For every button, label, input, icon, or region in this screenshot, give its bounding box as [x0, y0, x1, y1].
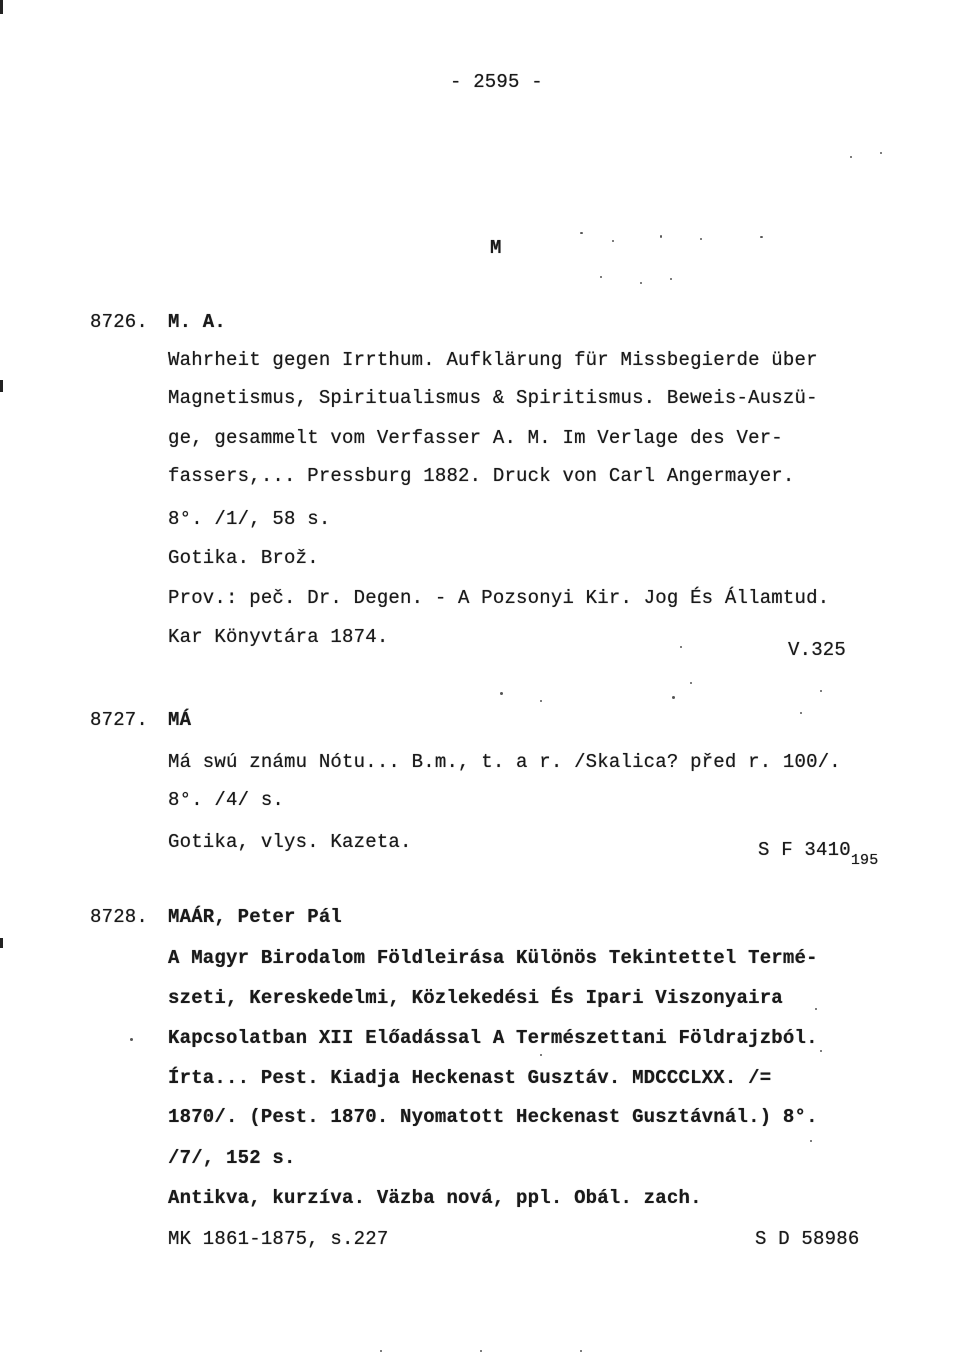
scan-edge-mark [0, 0, 3, 14]
entry-line: Kar Könyvtára 1874. [168, 626, 389, 648]
scan-speck [810, 1140, 812, 1142]
section-letter: M [490, 237, 502, 259]
shelfmark: V.325 [788, 639, 847, 661]
scan-speck [815, 1008, 817, 1010]
entry-line: Prov.: peč. Dr. Degen. - A Pozsonyi Kir. Jog És Államtud. [168, 587, 830, 609]
entry-line: MK 1861-1875, s.227 [168, 1228, 389, 1250]
scan-speck [670, 278, 672, 280]
entry-line: Antikva, kurzíva. Väzba nová, ppl. Obál. zach. [168, 1187, 702, 1209]
scan-speck [580, 1350, 582, 1352]
scan-speck [500, 692, 503, 695]
scan-speck [660, 235, 662, 238]
entry-line: 8°. /1/, 58 s. [168, 508, 331, 530]
entry-number: 8728. [90, 906, 149, 928]
entry-number: 8726. [90, 311, 149, 333]
entry-heading: MÁ [168, 709, 192, 731]
scan-speck [800, 712, 802, 714]
shelfmark-main: S F 3410 [758, 839, 851, 861]
entry-line: Írta... Pest. Kiadja Heckenast Gusztáv. MDCCCLXX. /= [168, 1067, 772, 1089]
scan-speck [700, 238, 702, 240]
entry-line: Má swú známu Nótu... B.m., t. a r. /Skalica? před r. 100/. [168, 751, 841, 773]
entry-line: Magnetismus, Spiritualismus & Spiritismus. Beweis-Auszü- [168, 387, 818, 409]
scan-speck [600, 276, 602, 278]
scan-speck [820, 1050, 822, 1052]
scan-speck [680, 646, 682, 648]
shelfmark-subscript: 195 [850, 852, 879, 869]
entry-heading: M. A. [168, 311, 227, 333]
entry-line: 8°. /4/ s. [168, 789, 285, 811]
scan-speck [672, 696, 675, 699]
scan-speck [480, 1350, 482, 1352]
scan-speck [612, 240, 614, 242]
entry-line: szeti, Kereskedelmi, Közlekedési És Ipari Viszonyaira [168, 987, 783, 1009]
entry-line: ge, gesammelt vom Verfasser A. M. Im Verlage des Ver- [168, 427, 783, 449]
entry-line: Kapcsolatban XII Előadással A Természettani Földrajzból. [168, 1027, 818, 1049]
shelfmark [758, 838, 879, 869]
scan-edge-mark [0, 380, 3, 392]
entry-line: Gotika, vlys. Kazeta. [168, 831, 412, 853]
scan-speck [580, 232, 583, 234]
scan-speck [820, 690, 822, 692]
entry-line: /7/, 152 s. [168, 1147, 296, 1169]
scan-speck [130, 1038, 133, 1041]
scan-speck [760, 236, 763, 238]
scan-speck [380, 1350, 382, 1352]
shelfmark: S D 58986 [755, 1228, 860, 1250]
entry-heading: MAÁR, Peter Pál [168, 906, 343, 928]
scan-speck [540, 1054, 542, 1056]
scan-speck [880, 152, 882, 154]
entry-number: 8727. [90, 709, 149, 731]
scan-edge-mark [0, 938, 3, 948]
entry-line: Gotika. Brož. [168, 547, 319, 569]
entry-line: A Magyr Birodalom Földleirása Különös Tekintettel Termé- [168, 947, 818, 969]
page-number: - 2595 - [450, 71, 543, 93]
scan-speck [540, 700, 542, 702]
entry-line: Wahrheit gegen Irrthum. Aufklärung für Missbegierde über [168, 349, 818, 371]
entry-line: 1870/. (Pest. 1870. Nyomatott Heckenast Gusztávnál.) 8°. [168, 1106, 818, 1128]
scan-speck [640, 282, 642, 284]
scan-speck [690, 682, 692, 684]
scan-speck [850, 156, 852, 158]
entry-line: fassers,... Pressburg 1882. Druck von Carl Angermayer. [168, 465, 795, 487]
